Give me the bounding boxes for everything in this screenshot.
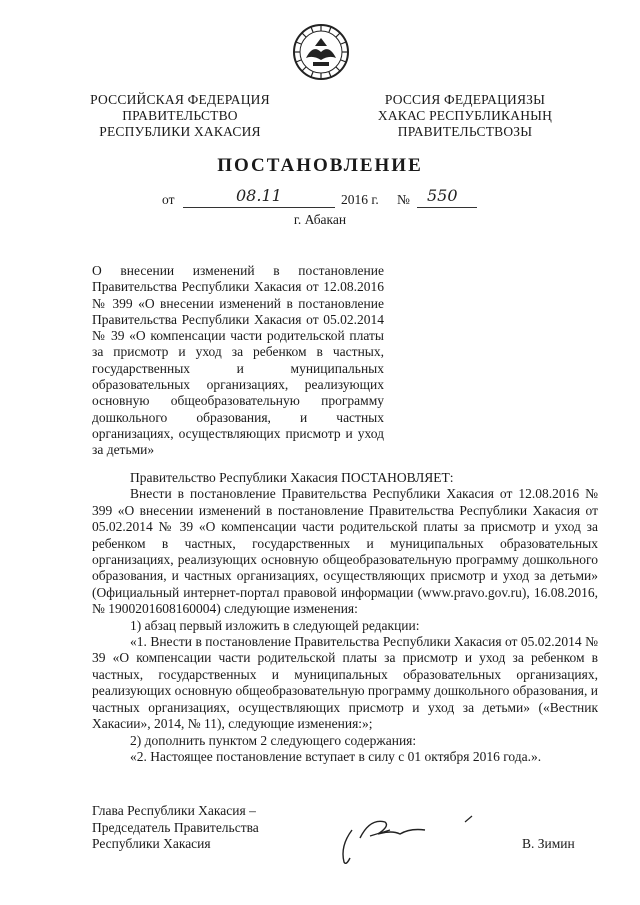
signatory-position-line-2: Председатель Правительства — [92, 819, 259, 835]
header-left-line-2: ПРАВИТЕЛЬСТВО — [122, 108, 238, 123]
signatory-position-line-3: Республики Хакасия — [92, 836, 211, 851]
body-paragraph-2: Внести в постановление Правительства Республики Хакасия от 12.08.2016 № 399 «О внесении изменений в постановление Правительства Республики Хакасия от 05.02.2014 № 39 «О компенсации части родительской платы за присмотр и уход за ребенком в частных, государственных и муниципальных образовательных организациях, реализующих основную общеобразовательную программу дошкольного образования, и частных организациях, осуществляющих присмотр и уход за детьми» (Официальный интернет-портал правовой информации (www.pravo.gov.ru), 16.08.2016, № 1900201608160004) следующие изменения: — [92, 486, 598, 617]
number-label: № — [397, 192, 410, 207]
body-paragraph-1: Правительство Республики Хакасия ПОСТАНОВЛЯЕТ: — [130, 470, 454, 485]
header-right-line-1: РОССИЯ ФЕДЕРАЦИЯЗЫ — [384, 92, 546, 107]
date-from-label: от — [162, 192, 175, 207]
signatory-position — [92, 803, 312, 853]
body-paragraph-6: «2. Настоящее постановление вступает в силу с 01 октября 2016 года.». — [130, 748, 542, 764]
header-left-line-3: РЕСПУБЛИКИ ХАКАСИЯ — [99, 124, 261, 139]
header-right-line-3: ПРАВИТЕЛЬСТВОЗЫ — [397, 124, 533, 139]
signatory-name: В. Зимин — [522, 836, 575, 851]
body-paragraph-3: 1) абзац первый изложить в следующей редакции: — [130, 617, 420, 633]
year-label: 2016 г. — [341, 192, 379, 207]
coat-of-arms-emblem — [291, 22, 351, 82]
city-label: г. Абакан — [293, 212, 347, 227]
document-title: ПОСТАНОВЛЕНИЕ — [217, 155, 423, 176]
header-right-line-2: ХАКАС РЕСПУБЛИКАНЫҢ — [377, 108, 553, 123]
header-left-line-1: РОССИЙСКАЯ ФЕДЕРАЦИЯ — [90, 92, 270, 107]
number-handwritten: 550 — [427, 186, 458, 205]
handwritten-signature — [330, 808, 490, 868]
body-paragraph-4: «1. Внести в постановление Правительства Республики Хакасия от 05.02.2014 № 39 «О компенсации части родительской платы за присмотр и уход за ребенком в частных, государственных и муниципальных образовательных организациях, реализующих основную общеобразовательную программу дошкольного образования, и частных организациях, осуществляющих присмотр и уход за детьми» («Вестник Хакасии», 2014, № 11), следующие изменения:»; — [92, 634, 598, 732]
subject-text: О внесении изменений в постановление Правительства Республики Хакасия от 12.08.2016 № 399 «О внесении изменений в постановление Правительства Республики Хакасия от 05.02.2014 № 39 «О компенсации части родительской платы за присмотр и уход за ребенком в частных, государственных и муниципальных образовательных организациях, реализующих основную общеобразовательную программу дошкольного образования, и частных организациях, осуществляющих присмотр и уход за детьми» — [92, 263, 384, 458]
signatory-position-line-1: Глава Республики Хакасия – — [92, 803, 256, 818]
body-paragraph-5: 2) дополнить пунктом 2 следующего содержания: — [130, 732, 417, 748]
document-body — [92, 470, 598, 765]
subject-block — [92, 263, 384, 459]
header-left — [80, 92, 280, 140]
date-handwritten: 08.11 — [236, 186, 282, 205]
header-right — [360, 92, 570, 140]
